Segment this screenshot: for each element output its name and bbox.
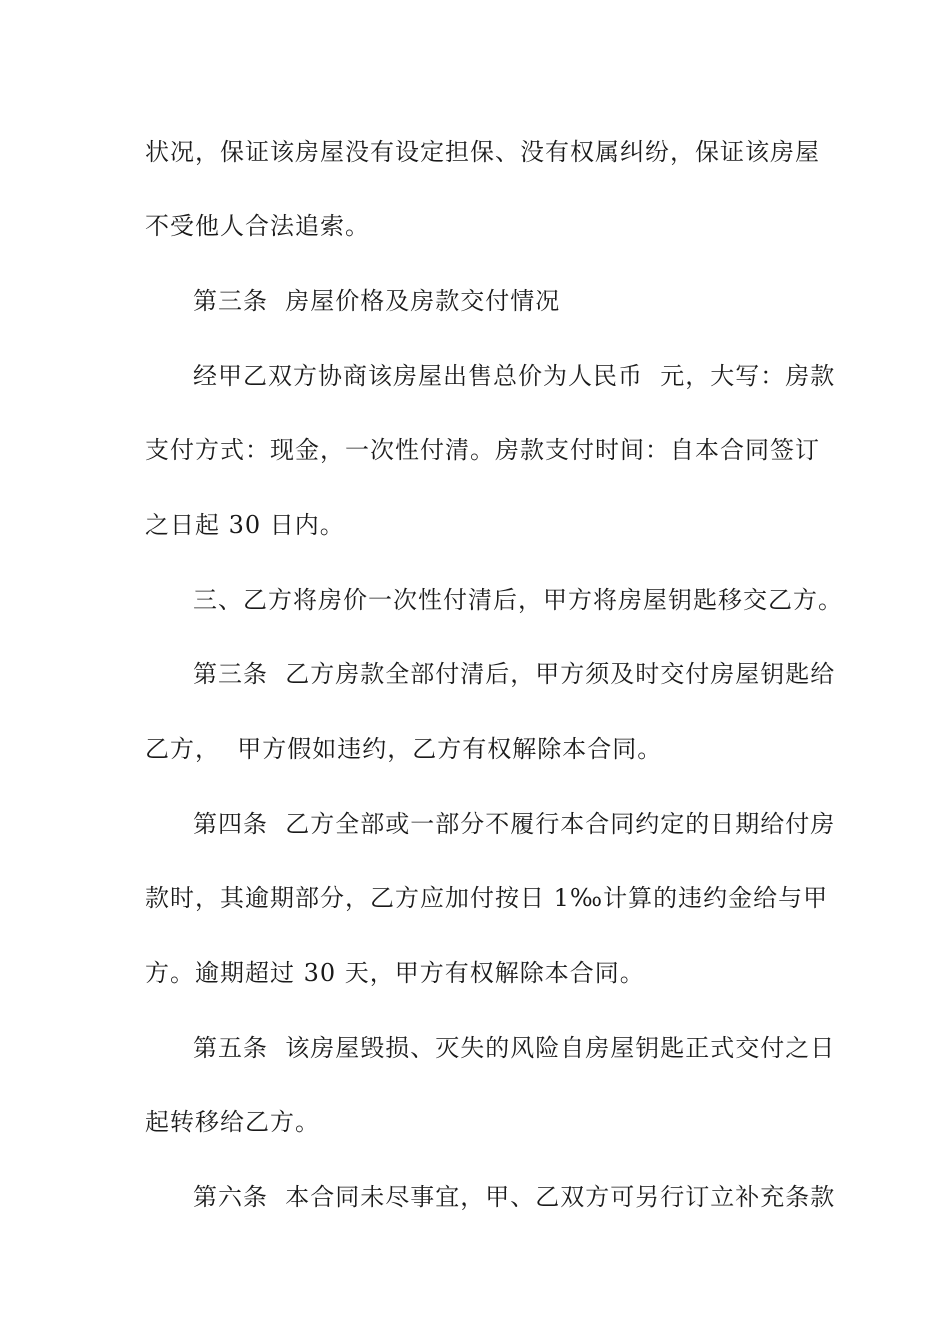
contract-text-line: 第四条 乙方全部或一部分不履行本合同约定的日期给付房: [193, 810, 836, 838]
contract-text-line: 款时，其逾期部分，乙方应加付按日 1‰计算的违约金给与甲: [145, 884, 829, 912]
contract-text-line: 支付方式：现金，一次性付清。房款支付时间：自本合同签订: [145, 436, 820, 464]
contract-text-line: 三、乙方将房价一次性付清后，甲方将房屋钥匙移交乙方。: [193, 586, 843, 614]
contract-text-line: 之日起 30 日内。: [145, 511, 345, 539]
contract-text-line: 第五条 该房屋毁损、灭失的风险自房屋钥匙正式交付之日: [193, 1034, 836, 1062]
contract-text-line: 方。逾期超过 30 天，甲方有权解除本合同。: [145, 959, 645, 987]
contract-text-line: 不受他人合法追索。: [145, 212, 370, 240]
contract-text-line: 起转移给乙方。: [145, 1108, 320, 1136]
contract-text-line: 经甲乙双方协商该房屋出售总价为人民币 元，大写：房款: [193, 362, 836, 390]
contract-text-line: 状况，保证该房屋没有设定担保、没有权属纠纷，保证该房屋: [145, 138, 820, 166]
contract-text-line: 第六条 本合同未尽事宜，甲、乙双方可另行订立补充条款: [193, 1183, 836, 1211]
contract-text-line: 乙方， 甲方假如违约，乙方有权解除本合同。: [145, 735, 663, 763]
article-heading: 第三条 房屋价格及房款交付情况: [193, 287, 561, 315]
contract-text-line: 第三条 乙方房款全部付清后，甲方须及时交付房屋钥匙给: [193, 660, 836, 688]
